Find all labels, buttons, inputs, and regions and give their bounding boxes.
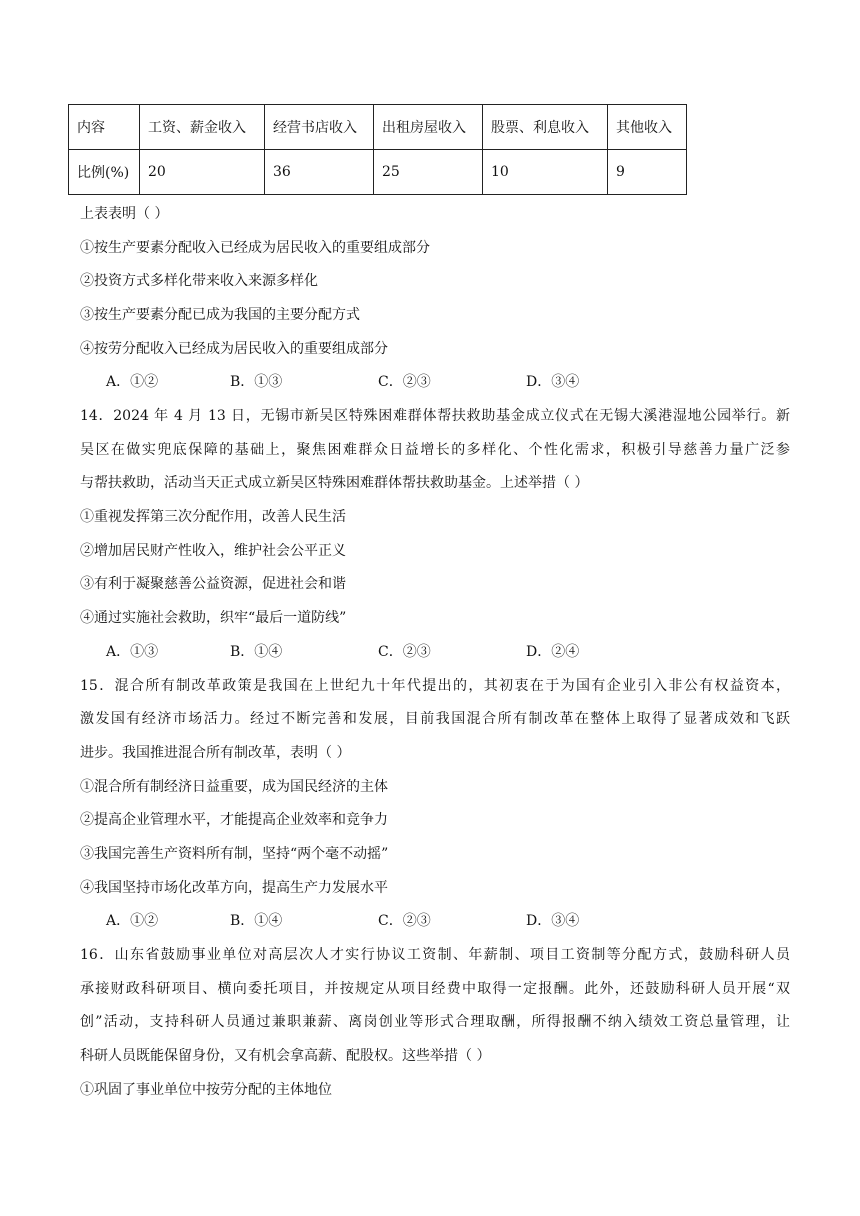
option-d[interactable]: D．③④ [526, 374, 580, 390]
option-a[interactable]: A．①② [106, 374, 159, 390]
q16-stem-line-1: 16．山东省鼓励事业单位对高层次人才实行协议工资制、年薪制、项目工资制等分配方式，鼓励科研人员 [80, 947, 790, 963]
q14-statement-4: ④通过实施社会救助，织牢“最后一道防线” [80, 610, 347, 626]
q15-statement-2: ②提高企业管理水平，才能提高企业效率和竞争力 [80, 812, 388, 828]
q14-stem-line-3: 与帮扶救助，活动当天正式成立新吴区特殊困难群体帮扶救助基金。上述举措（ ） [80, 475, 589, 491]
option-d[interactable]: D．③④ [526, 913, 580, 929]
q14-stem-line-2: 吴区在做实兜底保障的基础上，聚焦困难群众日益增长的多样化、个性化需求，积极引导慈善力量广泛参 [80, 442, 790, 458]
q14-statement-1: ①重视发挥第三次分配作用，改善人民生活 [80, 509, 346, 525]
q13-options [106, 372, 746, 392]
q13-statement-3: ③按生产要素分配已成为我国的主要分配方式 [80, 307, 360, 323]
table-cell: 36 [265, 150, 374, 195]
option-c[interactable]: C．②③ [378, 913, 431, 929]
q13-statement-4: ④按劳分配收入已经成为居民收入的重要组成部分 [80, 341, 388, 357]
table-cell: 20 [140, 150, 265, 195]
q16-stem-line-3: 创”活动，支持科研人员通过兼职兼薪、离岗创业等形式合理取酬，所得报酬不纳入绩效工资总量管理，让 [80, 1014, 790, 1030]
q13-statement-2: ②投资方式多样化带来收入来源多样化 [80, 273, 318, 289]
q14-options [106, 642, 746, 662]
q13-statement-1: ①按生产要素分配收入已经成为居民收入的重要组成部分 [80, 240, 430, 256]
income-table [68, 104, 687, 195]
q15-stem-line-3: 进步。我国推进混合所有制改革，表明（ ） [80, 745, 351, 761]
table-header-row [69, 105, 687, 150]
q15-stem-line-1: 15．混合所有制改革政策是我国在上世纪九十年代提出的，其初衷在于为国有企业引入非公有权益资本， [80, 678, 790, 694]
table-cell: 其他收入 [608, 105, 687, 150]
option-d[interactable]: D．②④ [526, 644, 580, 660]
q16-stem-line-4: 科研人员既能保留身份，又有机会拿高薪、配股权。这些举措（ ） [80, 1048, 491, 1064]
table-cell: 内容 [69, 105, 140, 150]
table-cell: 工资、薪金收入 [140, 105, 265, 150]
option-b[interactable]: B．①④ [230, 644, 283, 660]
option-b[interactable]: B．①④ [230, 913, 283, 929]
table-data-row [69, 150, 687, 195]
option-c[interactable]: C．②③ [378, 644, 431, 660]
table-cell: 比例(%) [69, 150, 140, 195]
q16-stem-line-2: 承接财政科研项目、横向委托项目，并按规定从项目经费中取得一定报酬。此外，还鼓励科研人员开展“双 [80, 981, 790, 997]
option-b[interactable]: B．①③ [230, 374, 283, 390]
table-cell: 10 [483, 150, 608, 195]
q15-options [106, 911, 746, 931]
q16-statement-1: ①巩固了事业单位中按劳分配的主体地位 [80, 1082, 332, 1098]
q15-statement-3: ③我国完善生产资料所有制，坚持“两个毫不动摇” [80, 846, 389, 862]
q15-statement-4: ④我国坚持市场化改革方向，提高生产力发展水平 [80, 880, 388, 896]
table-cell: 经营书店收入 [265, 105, 374, 150]
q15-stem-line-2: 激发国有经济市场活力。经过不断完善和发展，目前我国混合所有制改革在整体上取得了显著成效和飞跃 [80, 711, 790, 727]
q14-statement-2: ②增加居民财产性收入，维护社会公平正义 [80, 543, 346, 559]
q14-stem-line-1: 14．2024 年 4 月 13 日，无锡市新吴区特殊困难群体帮扶救助基金成立仪式在无锡大溪港湿地公园举行。新 [80, 408, 790, 424]
q15-statement-1: ①混合所有制经济日益重要，成为国民经济的主体 [80, 779, 388, 795]
q14-statement-3: ③有利于凝聚慈善公益资源，促进社会和谐 [80, 576, 346, 592]
table-cell: 25 [374, 150, 483, 195]
option-c[interactable]: C．②③ [378, 374, 431, 390]
q13-stem: 上表表明（ ） [80, 206, 169, 222]
table-cell: 9 [608, 150, 687, 195]
table-cell: 股票、利息收入 [483, 105, 608, 150]
option-a[interactable]: A．①② [106, 913, 159, 929]
option-a[interactable]: A．①③ [106, 644, 159, 660]
table-cell: 出租房屋收入 [374, 105, 483, 150]
